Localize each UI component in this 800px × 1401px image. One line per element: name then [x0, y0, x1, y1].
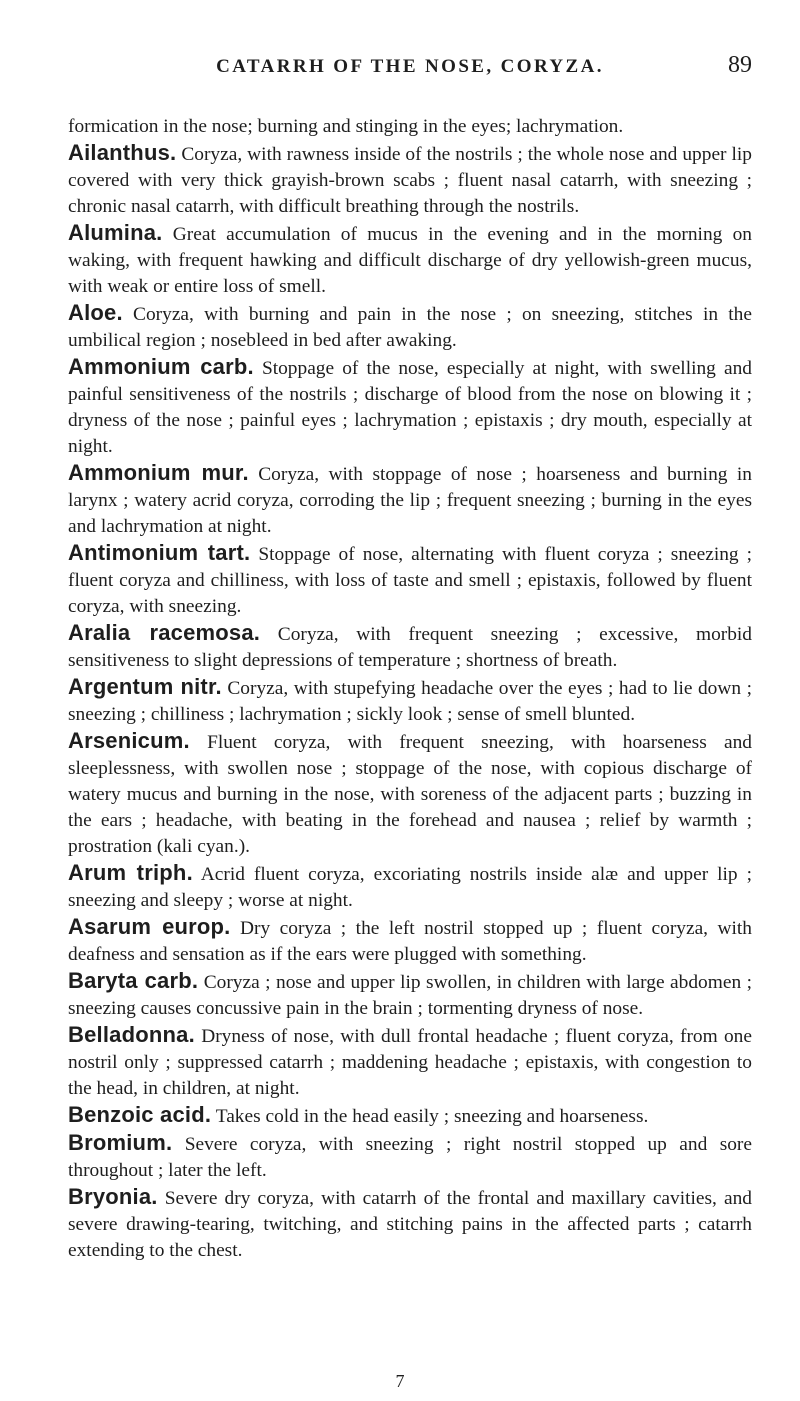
remedy-name: Belladonna.: [68, 1022, 195, 1047]
remedy-entry: [68, 674, 752, 728]
remedy-name: Antimonium tart.: [68, 540, 251, 565]
remedy-description: Coryza ; nose and upper lip swollen, in children with large abdomen ; sneezing causes concussive pain in the brain ; tormenting dryness of nose.: [68, 972, 752, 1019]
remedy-description: Coryza, with rawness inside of the nostrils ; the whole nose and upper lip covered with very thick grayish-brown scabs ; fluent nasal catarrh, with sneezing ; chronic nasal catarrh, with difficult breathing through the nostrils.: [68, 144, 752, 217]
remedy-entry: [68, 1184, 752, 1264]
running-head: [68, 52, 752, 86]
remedy-name: Ammonium carb.: [68, 354, 254, 379]
remedy-name: Arum triph.: [68, 860, 193, 885]
remedy-entry: [68, 728, 752, 860]
remedy-entry: [68, 220, 752, 300]
remedy-description: Fluent coryza, with frequent sneezing, with hoarseness and sleeplessness, with swollen nose ; stoppage of the nose, with copious discharge of watery mucus and burning in the nose, with soreness of the adjacent parts ; buzzing in the ears ; headache, with beating in the forehead and nausea ; relief by warmth ; prostration (kali cyan.).: [68, 732, 752, 857]
intro-paragraph: formication in the nose; burning and stinging in the eyes; lachrymation.: [68, 116, 624, 137]
remedy-name: Bryonia.: [68, 1184, 158, 1209]
remedy-entry: [68, 1102, 752, 1130]
remedy-name: Asarum europ.: [68, 914, 231, 939]
remedy-entry: [68, 914, 752, 968]
remedy-list: [68, 140, 752, 1264]
remedy-entry: [68, 968, 752, 1022]
remedy-description: Takes cold in the head easily ; sneezing and hoarseness.: [215, 1106, 649, 1127]
remedy-description: Stoppage of nose, alternating with fluent coryza ; sneezing ; fluent coryza and chilliness, with loss of taste and smell ; epistaxis, followed by fluent coryza, with sneezing.: [68, 544, 753, 617]
remedy-name: Ammonium mur.: [68, 460, 249, 485]
remedy-description: Great accumulation of mucus in the evening and in the morning on waking, with frequent hawking and difficult discharge of dry yellowish-green mucus, with weak or entire loss of smell.: [68, 224, 752, 297]
remedy-name: Arsenicum.: [68, 728, 190, 753]
remedy-name: Baryta carb.: [68, 968, 199, 993]
remedy-description: Acrid fluent coryza, excoriating nostrils inside alæ and upper lip ; sneezing and sleepy ; worse at night.: [68, 864, 752, 911]
remedy-description: Severe coryza, with sneezing ; right nostril stopped up and sore throughout ; later the left.: [68, 1134, 752, 1181]
remedy-entry: [68, 860, 752, 914]
remedy-entry: [68, 354, 752, 460]
remedy-description: Coryza, with stoppage of nose ; hoarseness and burning in larynx ; watery acrid coryza, corroding the lip ; frequent sneezing ; burning in the eyes and lachrymation at night.: [68, 464, 752, 537]
remedy-name: Aralia racemosa.: [68, 620, 261, 645]
remedy-name: Aloe.: [68, 300, 123, 325]
remedy-description: Coryza, with burning and pain in the nose ; on sneezing, stitches in the umbilical region ; nosebleed in bed after awaking.: [68, 304, 752, 351]
remedy-entry: [68, 540, 752, 620]
remedy-entry: [68, 620, 752, 674]
remedy-name: Benzoic acid.: [68, 1102, 212, 1127]
remedy-name: Ailanthus.: [68, 140, 177, 165]
remedy-description: Coryza, with stupefying headache over the eyes ; had to lie down ; sneezing ; chilliness ; lachrymation ; sickly look ; sense of smell blunted.: [68, 678, 753, 725]
remedy-entry: [68, 1022, 752, 1102]
remedy-name: Alumina.: [68, 220, 163, 245]
remedy-name: Bromium.: [68, 1130, 173, 1155]
remedy-entry: [68, 460, 752, 540]
remedy-description: Dry coryza ; the left nostril stopped up ; fluent coryza, with deafness and sensation as if the ears were plugged with something.: [68, 918, 752, 965]
body-text: [68, 114, 752, 1264]
remedy-description: Severe dry coryza, with catarrh of the frontal and maxillary cavities, and severe drawing-tearing, twitching, and stitching pains in the affected parts ; catarrh extending to the chest.: [68, 1188, 752, 1261]
remedy-description: Stoppage of the nose, especially at night, with swelling and painful sensitiveness of the nostrils ; discharge of blood from the nose on blowing it ; dryness of the nose ; painful eyes ; lachrymation ; epistaxis ; dry mouth, especially at night.: [68, 358, 752, 457]
remedy-description: Dryness of nose, with dull frontal headache ; fluent coryza, from one nostril only ; suppressed catarrh ; maddening headache ; epistaxis, with congestion to the head, in children, at night.: [68, 1026, 752, 1099]
signature-mark: 7: [395, 1371, 405, 1391]
remedy-description: Coryza, with frequent sneezing ; excessive, morbid sensitiveness to slight depressions of temperature ; shortness of breath.: [68, 624, 752, 671]
remedy-entry: [68, 1130, 752, 1184]
remedy-name: Argentum nitr.: [68, 674, 222, 699]
remedy-entry: [68, 140, 752, 220]
remedy-entry: [68, 300, 752, 354]
running-title: CATARRH OF THE NOSE, CORYZA.: [216, 56, 604, 77]
page-number: 89: [728, 52, 752, 78]
